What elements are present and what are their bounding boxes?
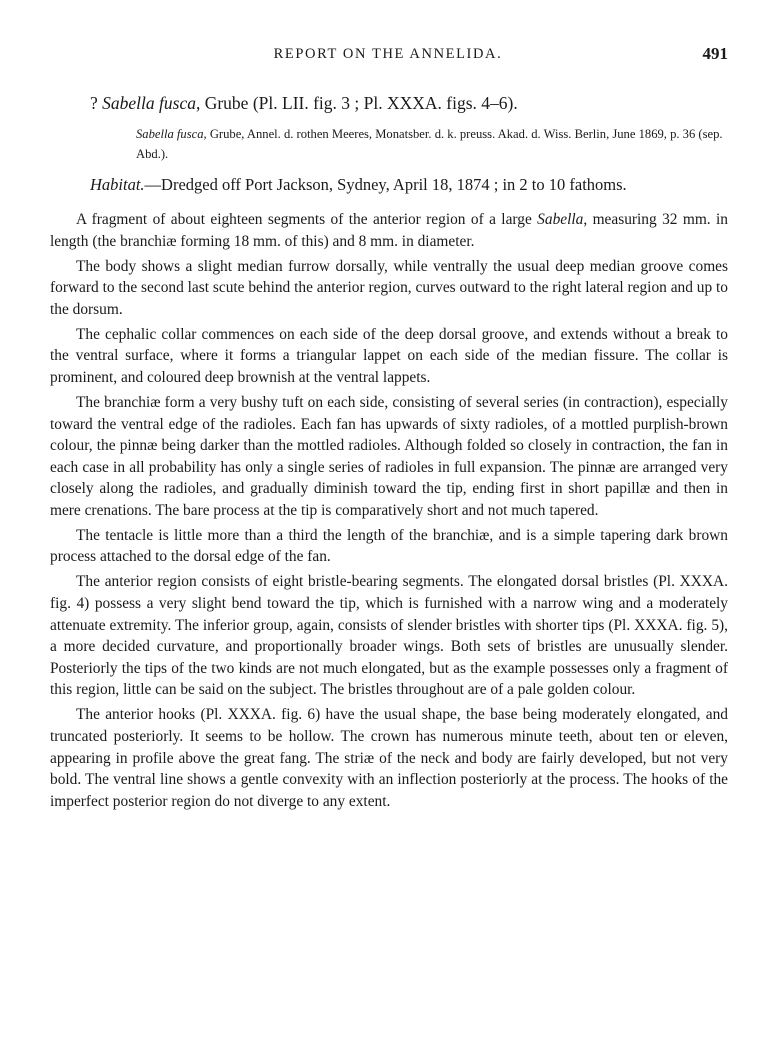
description-body	[50, 209, 728, 816]
species-title	[90, 93, 518, 114]
paragraph-7: The anterior hooks (Pl. XXXA. fig. 6) have the usual shape, the base being moderately elongated, and truncated posteriorly. It seems to be hollow. The crown has numerous minute teeth, about ten or eleven, appearing in profile above the great fang. The striæ of the neck and body are fairly developed, but not very bold. The ventral line shows a gentle convexity with an inflection posteriorly at the process. The hooks of the imperfect posterior region do not diverge to any extent.	[50, 706, 728, 810]
paragraph-5: The tentacle is little more than a third the length of the branchiæ, and is a simple tapering dark brown process attached to the dorsal edge of the fan.	[50, 526, 728, 566]
habitat-text: —Dredged off Port Jackson, Sydney, April 18, 1874 ; in 2 to 10 fathoms.	[144, 175, 627, 194]
paragraph-1-genus: Sabella	[537, 211, 584, 228]
paragraph-6: The anterior region consists of eight bristle-bearing segments. The elongated dorsal bristles (Pl. XXXA. fig. 4) possess a very slight bend toward the tip, which is furnished with a narrow wing and a moderately attenuate extremity. The inferior group, again, consists of slender bristles with shorter tips (Pl. XXXA. fig. 5), a more decided curvature, and proportionally broader wings. Both sets of bristles are unusually slender. Posteriorly the tips of the two kinds are not much elongated, but as the example possesses only a fragment of this region, little can be said on the subject. The bristles throughout are of a pale golden colour.	[50, 573, 728, 699]
species-reference: , Grube (Pl. LII. fig. 3 ; Pl. XXXA. figs. 4–6).	[195, 93, 518, 113]
citation-name: Sabella fusca	[136, 127, 204, 141]
paragraph-1-a: A fragment of about eighteen segments of the anterior region of a large	[76, 211, 538, 228]
synonymy-citation	[136, 124, 730, 164]
habitat-line	[90, 175, 627, 195]
species-prefix: ?	[90, 93, 103, 113]
paragraph-2: The body shows a slight median furrow dorsally, while ventrally the usual deep median groove comes forward to the second last scute behind the anterior region, curves outward to the right lateral region and up to the dorsum.	[50, 257, 728, 318]
running-head	[0, 44, 776, 66]
paragraph-1	[50, 209, 728, 252]
habitat-label: Habitat.	[90, 175, 145, 194]
running-title: REPORT ON THE ANNELIDA.	[273, 46, 503, 62]
page-number: 491	[702, 44, 728, 63]
paragraph-4: The branchiæ form a very bushy tuft on each side, consisting of several series (in contraction), especially toward the ventral edge of the radioles. Each fan has upwards of sixty radioles, of a mottled purplish-brown colour, the pinnæ being darker than the mottled radioles. Although folded so closely in contraction, the fan in each case in all probability has only a single series of radioles in full expansion. The pinnæ are arranged very closely along the radioles, and gradually diminish toward the tip, ending first in short papillæ and then in mere crenations. The bare process at the tip is comparatively short and not much tapered.	[50, 393, 728, 519]
citation-text: , Grube, Annel. d. rothen Meeres, Monatsber. d. k. preuss. Akad. d. Wiss. Berlin, June 1869, p. 36 (sep. Abd.).	[136, 127, 723, 161]
paragraph-3: The cephalic collar commences on each side of the deep dorsal groove, and extends without a break to the ventral surface, where it forms a triangular lappet on each side of the median fissure. The collar is prominent, and coloured deep brownish at the ventral lappets.	[50, 325, 728, 386]
paragraph-1-b: , measuring 32 mm. in length (the branchiæ forming 18 mm. of this) and 8 mm. in diameter.	[50, 211, 728, 250]
species-name: Sabella fusca	[102, 93, 196, 113]
